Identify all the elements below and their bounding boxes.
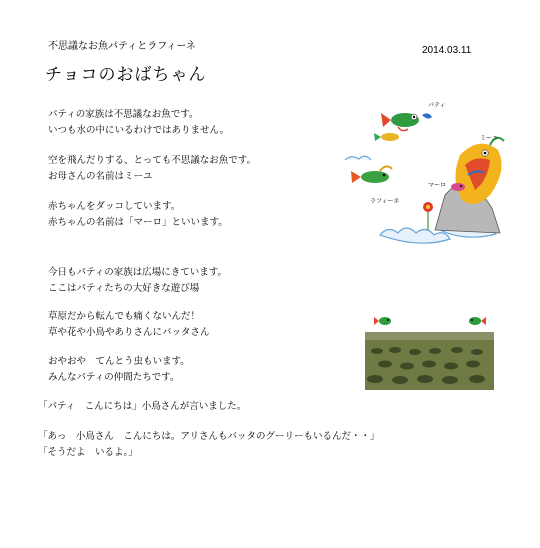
paragraph-4 [48, 265, 227, 297]
paragraph-3 [48, 199, 228, 231]
label-maro: マーロ [428, 182, 447, 189]
fish-family-illustration [340, 95, 515, 255]
dialogue-line-3: 「そうだよ いるよ。」 [38, 447, 138, 458]
text-line: パティの家族は不思議なお魚です。 [48, 109, 199, 120]
date: 2014.03.11 [422, 45, 472, 56]
text-line: みんなパティの仲間たちです。 [48, 372, 180, 383]
maro-fish [451, 183, 465, 191]
patti-fish [381, 113, 432, 131]
paragraph-1 [48, 107, 229, 139]
text-line: お母さんの名前はミーユ [48, 171, 153, 182]
meadow-photo-graphic [365, 306, 494, 390]
paragraph-2 [48, 153, 256, 185]
label-miyu: ミーユ [480, 135, 499, 142]
small-fish [374, 133, 399, 141]
text-line: 草や花や小鳥やありさんにバッタさん [48, 327, 210, 338]
series-title: 不思議なお魚パティとラフィーネ [48, 41, 196, 52]
meadow-photo [365, 306, 494, 390]
label-patti: パティ [428, 102, 446, 109]
text-line: いつも水の中にいるわけではありません。 [48, 125, 230, 136]
raffine-fish [351, 166, 392, 183]
page-title: チョコのおばちゃん [45, 65, 207, 85]
text-line: ここはパティたちの大好きな遊び場 [48, 283, 200, 294]
label-raffine: ラフィーネ [370, 198, 400, 205]
paragraph-6 [48, 354, 190, 386]
text-line: 赤ちゃんの名前は「マーロ」といいます。 [48, 217, 228, 228]
text-line: おやおや てんとう虫もいます。 [48, 356, 190, 367]
flower-icon [423, 202, 433, 230]
paragraph-5 [48, 309, 210, 341]
dialogue-line-1: 「パティ こんにちは」小鳥さんが言いました。 [38, 401, 247, 412]
text-line: 赤ちゃんをダッコしています。 [48, 201, 181, 212]
text-line: 草原だから転んでも痛くないんだ！ [48, 311, 201, 322]
text-line: 空を飛んだりする、とっても不思議なお魚です。 [48, 155, 257, 166]
miyu-fish [455, 138, 504, 204]
text-line: 今日もパティの家族は広場にきています。 [48, 267, 227, 278]
dialogue-line-2: 「あっ 小鳥さん こんにちは。アリさんもバッタのグーリーもいるんだ・・」 [38, 431, 380, 442]
